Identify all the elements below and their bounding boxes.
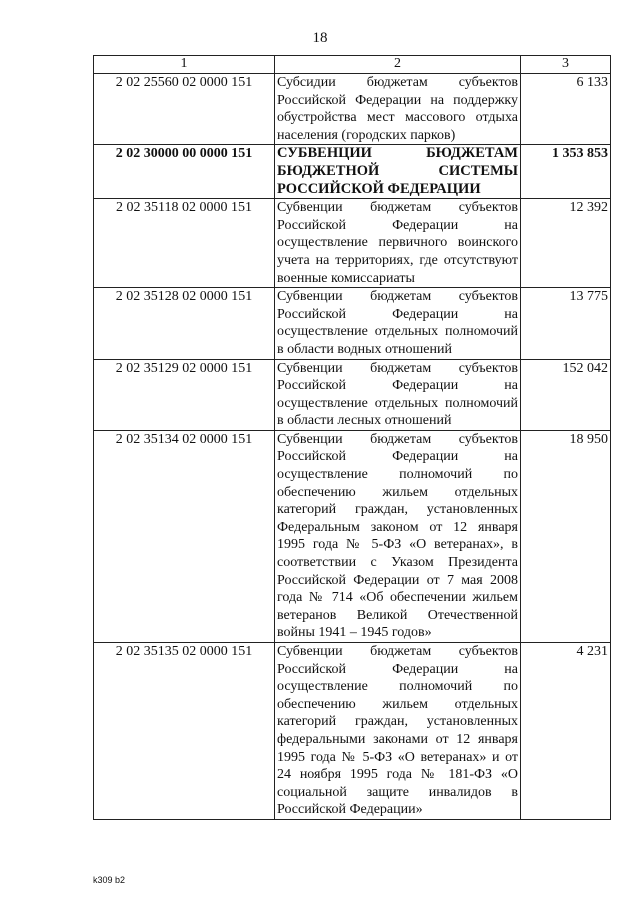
budget-table [93, 55, 611, 820]
row-description: Субвенции бюджетам субъектов Российской Федерации на осуществление первичного воинского учета на территориях, где отсутствуют военные комиссариаты [275, 199, 521, 288]
table-row [94, 145, 611, 199]
row-code: 2 02 35129 02 0000 151 [94, 359, 275, 430]
row-description: Субсидии бюджетам субъектов Российской Федерации на поддержку обустройства мест массового отдыха населения (городских парков) [275, 74, 521, 145]
table-row [94, 199, 611, 288]
row-description: Субвенции бюджетам субъектов Российской Федерации на осуществление отдельных полномочий в области лесных отношений [275, 359, 521, 430]
row-description: СУБВЕНЦИИ БЮДЖЕТАМ БЮДЖЕТНОЙ СИСТЕМЫ РОССИЙСКОЙ ФЕДЕРАЦИИ [275, 145, 521, 199]
table-row [94, 288, 611, 359]
row-amount: 12 392 [521, 199, 611, 288]
row-amount: 13 775 [521, 288, 611, 359]
column-header-amount: 3 [521, 56, 611, 74]
row-amount: 18 950 [521, 430, 611, 642]
row-amount: 6 133 [521, 74, 611, 145]
table-row [94, 643, 611, 820]
table-header-row [94, 56, 611, 74]
row-code: 2 02 35128 02 0000 151 [94, 288, 275, 359]
row-code: 2 02 30000 00 0000 151 [94, 145, 275, 199]
row-code: 2 02 35134 02 0000 151 [94, 430, 275, 642]
row-code: 2 02 35135 02 0000 151 [94, 643, 275, 820]
row-amount: 4 231 [521, 643, 611, 820]
table-row [94, 359, 611, 430]
table-row [94, 74, 611, 145]
row-amount: 152 042 [521, 359, 611, 430]
row-code: 2 02 35118 02 0000 151 [94, 199, 275, 288]
row-description: Субвенции бюджетам субъектов Российской Федерации на осуществление отдельных полномочий в области водных отношений [275, 288, 521, 359]
page-number: 18 [312, 30, 328, 46]
row-code: 2 02 25560 02 0000 151 [94, 74, 275, 145]
column-header-description: 2 [275, 56, 521, 74]
row-description: Субвенции бюджетам субъектов Российской Федерации на осуществление полномочий по обеспечению жильем отдельных категорий граждан, установленных Федеральным законом от 12 января 1995 года № 5-ФЗ «О ветеранах», в соответствии с Указом Президента Российской Федерации от 7 мая 2008 года № 714 «Об обеспечении жильем ветеранов Великой Отечественной войны 1941 – 1945 годов» [275, 430, 521, 642]
table-row [94, 430, 611, 642]
row-description: Субвенции бюджетам субъектов Российской Федерации на осуществление полномочий по обеспечению жильем отдельных категорий граждан, установленных федеральными законами от 12 января 1995 года № 5-ФЗ «О ветеранах» и от 24 ноября 1995 года № 181-ФЗ «О социальной защите инвалидов в Российской Федерации» [275, 643, 521, 820]
footer-code: k309 b2 [93, 875, 126, 885]
row-amount: 1 353 853 [521, 145, 611, 199]
column-header-code: 1 [94, 56, 275, 74]
